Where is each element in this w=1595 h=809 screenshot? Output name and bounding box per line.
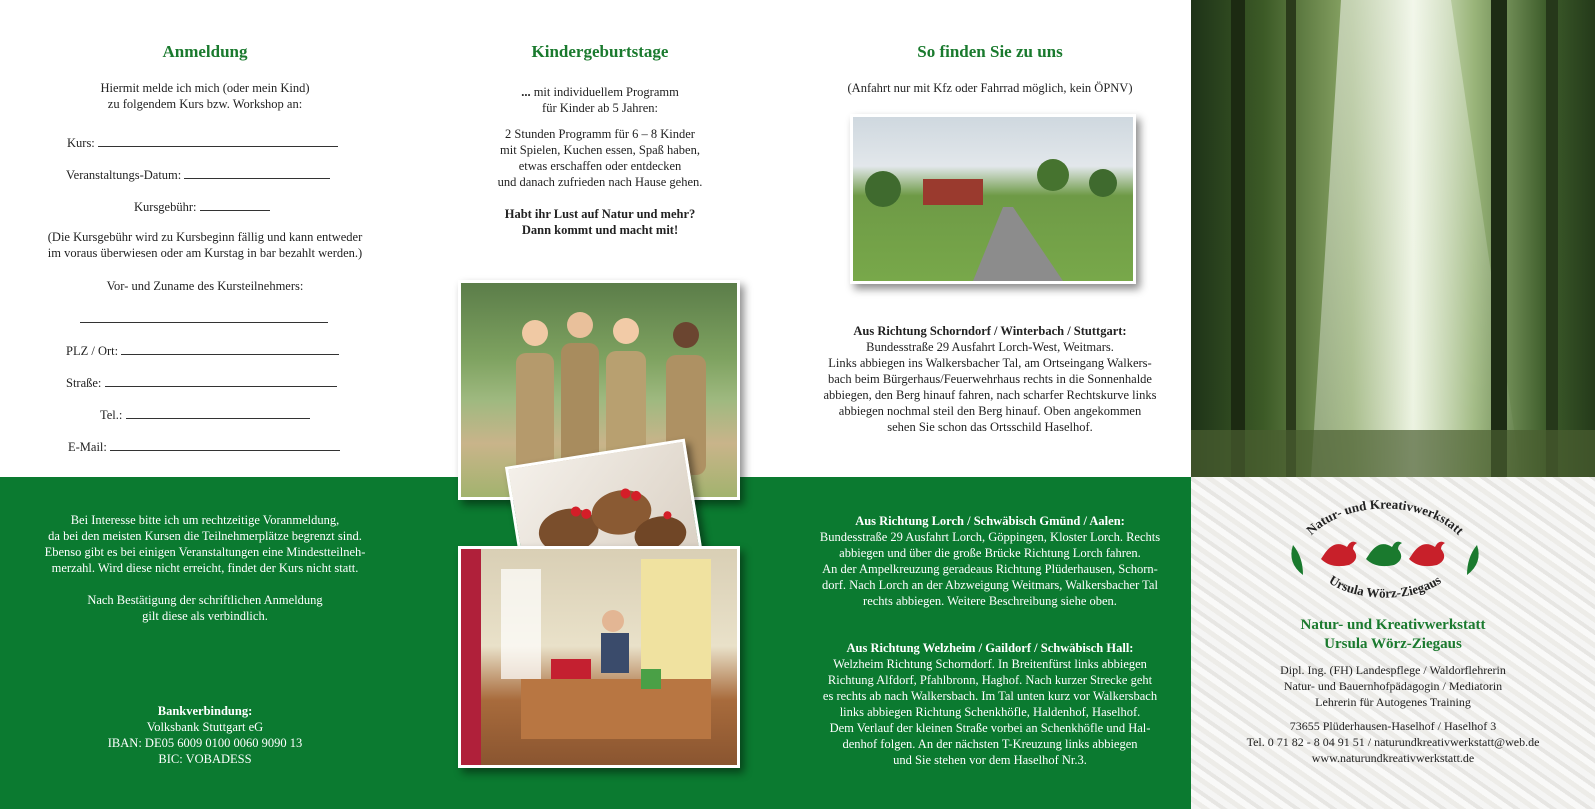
forest-illustration [1191, 0, 1595, 477]
kinder-heading: Kindergeburtstage [531, 42, 669, 61]
route3-heading: Aus Richtung Welzheim / Gaildorf / Schwäbisch Hall: [846, 641, 1134, 655]
anmeldung-heading: Anmeldung [162, 42, 248, 61]
tel-field[interactable]: Tel.: [100, 406, 310, 423]
duck-icon [1321, 542, 1445, 566]
plz-field[interactable]: PLZ / Ort: [66, 342, 339, 359]
contact-quals: Dipl. Ing. (FH) Landespflege / Waldorflehrerin Natur- und Bauernhofpädagogin / Mediatorin Lehrerin für Autogenes Training [1280, 663, 1506, 709]
contact-address: 73655 Plüderhausen-Haselhof / Haselhof 3 [1289, 719, 1497, 733]
kurs-field[interactable]: Kurs: [67, 134, 338, 151]
datum-field[interactable]: Veranstaltungs-Datum: [66, 166, 330, 183]
logo-arc-top: Natur- und Kreativwerkstatt [1303, 496, 1467, 538]
route2-heading: Aus Richtung Lorch / Schwäbisch Gmünd / Aalen: [855, 514, 1125, 528]
bestaetigung-text: Nach Bestätigung der schriftlichen Anmeldung gilt diese als verbindlich. [87, 593, 323, 623]
strasse-field[interactable]: Straße: [66, 374, 337, 391]
road-illustration [853, 117, 1133, 281]
interesse-text: Bei Interesse bitte ich um rechtzeitige Voranmeldung, da bei den meisten Kursen die Teilnehmerplätze begrenzt sind. Ebenso gibt es bei einigen Veranstaltungen eine Mindestteilneh- merzahl. Wird diese nicht erreicht, findet der Kurs nicht statt. [44, 513, 366, 575]
name-field[interactable] [80, 310, 328, 327]
email-field[interactable]: E-Mail: [68, 438, 340, 455]
workshop-illustration [461, 549, 737, 765]
road-photo [850, 114, 1136, 284]
contact-website-link[interactable]: www.naturundkreativwerkstatt.de [1311, 751, 1475, 765]
gebuehr-field[interactable]: Kursgebühr: [134, 198, 270, 215]
kinder-cta: Habt ihr Lust auf Natur und mehr? Dann kommt und macht mit! [504, 207, 696, 237]
svg-text:Ursula Wörz-Ziegaus [1327, 572, 1444, 601]
bank-heading: Bankverbindung: [157, 704, 253, 718]
gebuehr-note: (Die Kursgebühr wird zu Kursbeginn fällig und kann entweder im voraus überwiesen oder am Kurstag in bar bezahlt werden.) [47, 230, 363, 260]
kinder-program: 2 Stunden Programm für 6 – 8 Kinder mit Spielen, Kuchen essen, Spaß haben, etwas erschaffen oder entdecken und danach zufrieden nach Hause gehen. [497, 127, 703, 189]
forest-photo [1191, 0, 1595, 477]
anfahrt-note: (Anfahrt nur mit Kfz oder Fahrrad möglich, kein ÖPNV) [847, 81, 1133, 95]
route2: Aus Richtung Lorch / Schwäbisch Gmünd / Aalen: Bundesstraße 29 Ausfahrt Lorch, Göppingen, Kloster Lorch. Rechts abbiegen und über die große Brücke Richtung Lorch fahren. An der Ampelkreuzung geradeaus Richtung Plüderhausen, Schorn- dorf. Nach Lorch an der Abzweigung Weitmars, Walkersbacher Tal rechts abbiegen. Weitere Beschreibung siehe oben. [800, 513, 1180, 609]
bank-info: Bankverbindung: Volksbank Stuttgart eG IBAN: DE05 6009 0100 0060 9090 13 BIC: VOBADESS [20, 703, 390, 767]
workshop-photo [458, 546, 740, 768]
contact-details [1211, 718, 1575, 766]
route1: Aus Richtung Schorndorf / Winterbach / Stuttgart: Bundesstraße 29 Ausfahrt Lorch-West, Weitmars. Links abbiegen ins Walkersbacher Tal, am Ortseingang Walkers- bach beim Bürgerhaus/Feuerwehrhaus rechts in die Sonnenhalde abbiegen, den Berg hinauf fahren, nach scharfer Rechtskurve links abbiegen nochmal steil den Berg hinauf. Oben angekommen sehen Sie schon das Ortsschild Haselhof. [800, 323, 1180, 435]
contact-title: Natur- und Kreativwerkstatt Ursula Wörz-Ziegaus [1300, 617, 1486, 652]
kinder-intro: ... mit individuellem Programm für Kinder ab 5 Jahren: [521, 85, 679, 115]
workshop-logo [1285, 495, 1485, 605]
route3: Aus Richtung Welzheim / Gaildorf / Schwäbisch Hall: Welzheim Richtung Schorndorf. In Breitenfürst links abbiegen Richtung Alfdorf, Pfahlbronn, Haghof. Nach kurzer Strecke geht es rechts ab nach Walkersbach. Im Tal unten kurz vor Walkersbach links abbiegen Richtung Schenkhöfle, Haldenhof, Haselhof. Dem Verlauf der kleinen Straße vorbei an Schenkhöfle und Hal- denhof folgen. An der nächsten T-Kreuzung links abbiegen und Sie stehen vor dem Haselhof Nr.3. [800, 640, 1180, 768]
anmeldung-intro: Hiermit melde ich mich (oder mein Kind) zu folgendem Kurs bzw. Workshop an: [100, 81, 310, 111]
name-label: Vor- und Zuname des Kursteilnehmers: [106, 279, 304, 293]
svg-text:Natur- und Kreativwerkstatt [1303, 496, 1467, 538]
route1-heading: Aus Richtung Schorndorf / Winterbach / Stuttgart: [853, 324, 1127, 338]
anfahrt-heading: So finden Sie zu uns [917, 42, 1063, 61]
logo-arc-bottom: Ursula Wörz-Ziegaus [1326, 572, 1444, 601]
contact-phone-email[interactable]: Tel. 0 71 82 - 8 04 91 51 / naturundkreativwerkstatt@web.de [1246, 735, 1540, 749]
